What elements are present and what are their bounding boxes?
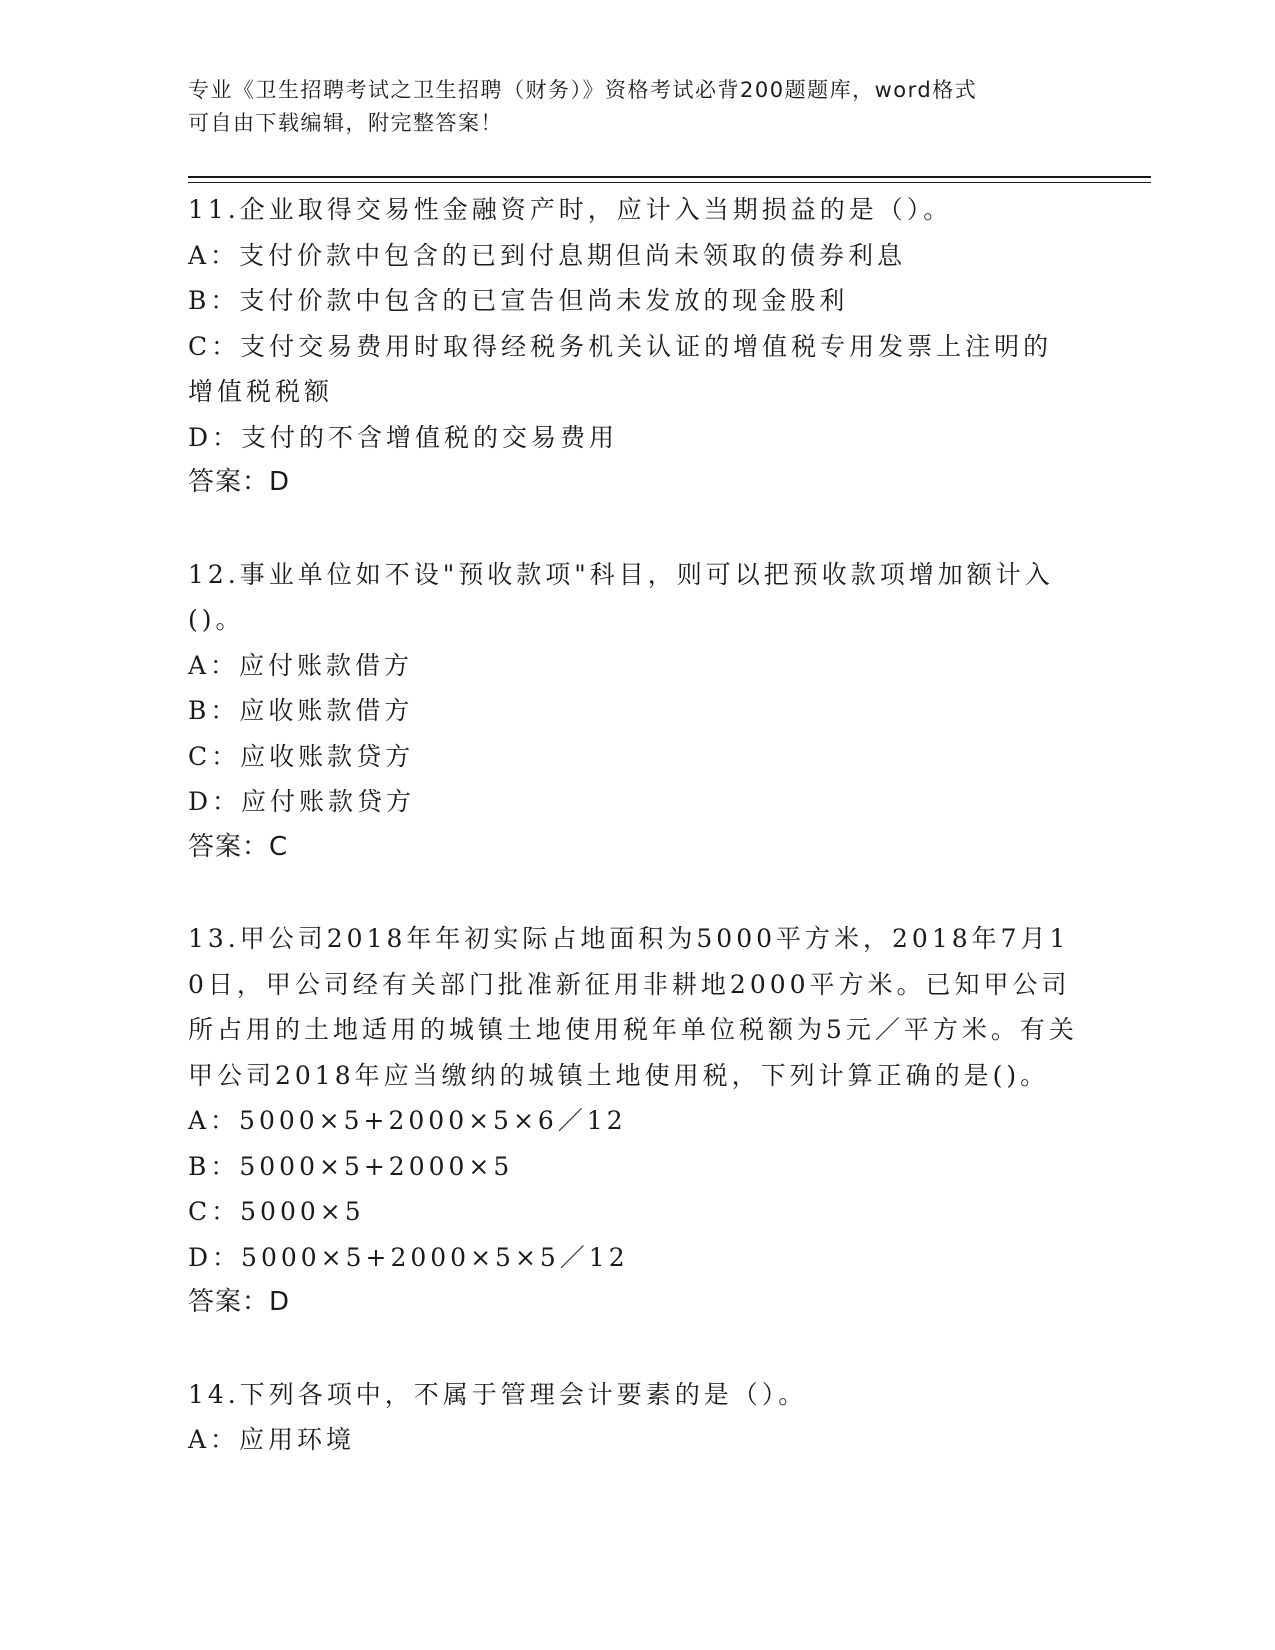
question-14: [188, 1372, 1078, 1463]
question-11: [188, 187, 1078, 506]
question-13: [188, 916, 1078, 1326]
option-c: C：5000×5: [188, 1197, 365, 1226]
option-b: B：支付价款中包含的已宣告但尚未发放的现金股利: [188, 286, 849, 315]
option-b: B：5000×5+2000×5: [188, 1151, 514, 1181]
option-c: C：应收账款贷方: [188, 741, 415, 771]
option-a: A：支付价款中包含的已到付息期但尚未领取的债券利息: [188, 240, 907, 270]
question-stem: 14.下列各项中，不属于管理会计要素的是（）。: [188, 1379, 808, 1409]
header-line-1: 专业《卫生招聘考试之卫生招聘（财务）》资格考试必背200题题库，word格式: [188, 78, 978, 102]
option-b: B：应收账款借方: [188, 696, 414, 725]
header-rule-thin: [188, 182, 1151, 183]
option-a: A：应付账款借方: [188, 650, 414, 680]
answer-label: 答案：D: [188, 467, 291, 497]
question-stem: 12.事业单位如不设"预收款项"科目，则可以把预收款项增加额计入()。: [188, 559, 1054, 634]
option-a: A：5000×5+2000×5×6／12: [188, 1106, 627, 1135]
answer-label: 答案：D: [188, 1287, 291, 1317]
question-12: [188, 552, 1078, 871]
header-rule-thick: [188, 176, 1151, 178]
option-d: D：支付的不含增值税的交易费用: [188, 422, 619, 452]
answer-label: 答案：C: [188, 831, 289, 862]
document-header: [188, 74, 1078, 140]
option-d: D：应付账款贷方: [188, 787, 416, 816]
question-stem: 11.企业取得交易性金融资产时，应计入当期损益的是（）。: [188, 195, 953, 224]
question-list: [188, 187, 1078, 1509]
question-stem: 13.甲公司2018年年初实际占地面积为5000平方米，2018年7月10日，甲公司经有关部门批准新征用非耕地2000平方米。已知甲公司所占用的土地适用的城镇土地使用税年单位税额为5元／平方米。有关甲公司2018年应当缴纳的城镇土地使用税，下列计算正确的是()。: [188, 924, 1078, 1090]
option-c: C：支付交易费用时取得经税务机关认证的增值税专用发票上注明的增值税税额: [188, 331, 1053, 406]
option-a: A：应用环境: [188, 1425, 356, 1454]
option-d: D：5000×5+2000×5×5／12: [188, 1242, 629, 1272]
header-line-2: 可自由下载编辑，附完整答案！: [188, 111, 503, 135]
